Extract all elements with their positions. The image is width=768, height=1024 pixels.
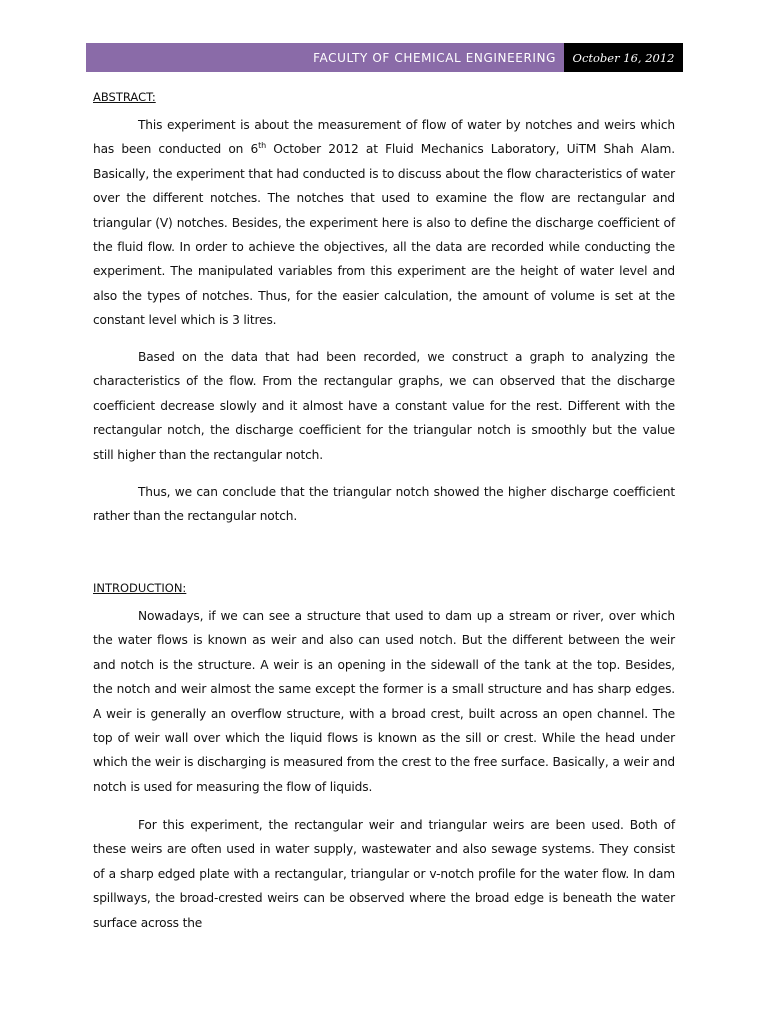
introduction-paragraph-1: Nowadays, if we can see a structure that used to dam up a stream or river, over which the water flows is known as weir and also can used notch. But the different between the weir and notch is the structure. A weir is an opening in the sidewall of the tank at the top. Besides, the notch and weir almost the same except the former is a small structure and has sharp edges. A weir is generally an overflow structure, with a broad crest, built across an open channel. The top of weir wall over which the liquid flows is known as the sill or crest. While the head under which the weir is discharging is measured from the crest to the free surface. Basically, a weir and notch is used for measuring the flow of liquids. <box>93 609 675 794</box>
abstract-paragraph-1 <box>93 113 675 333</box>
introduction-paragraph-2: For this experiment, the rectangular weir and triangular weirs are been used. Both of these weirs are often used in water supply, wastewater and also sewage systems. They consist of a sharp edged plate with a rectangular, triangular or v-notch profile for the water flow. In dam spillways, the broad-crested weirs can be observed where the broad edge is beneath the water surface across the <box>93 818 675 930</box>
abstract-heading: ABSTRACT: <box>93 90 156 104</box>
header-faculty-title: FACULTY OF CHEMICAL ENGINEERING <box>86 43 564 72</box>
page-header <box>86 43 683 72</box>
header-date: October 16, 2012 <box>564 43 683 72</box>
abstract-paragraph-2: Based on the data that had been recorded, we construct a graph to analyzing the characteristics of the flow. From the rectangular graphs, we can observed that the discharge coefficient decrease slowly and it almost have a constant value for the rest. Different with the rectangular notch, the discharge coefficient for the triangular notch is smoothly but the value still higher than the rectangular notch. <box>93 350 675 462</box>
abstract-p1-superscript: th <box>258 141 267 151</box>
abstract-p1-text-a: This experiment is about the measurement of flow of water by notches and weirs which has been conducted on 6 <box>93 118 675 157</box>
abstract-paragraph-3: Thus, we can conclude that the triangular notch showed the higher discharge coefficient rather than the rectangular notch. <box>93 485 675 524</box>
abstract-p1-text-b: October 2012 at Fluid Mechanics Laboratory, UiTM Shah Alam. Basically, the experiment that had conducted is to discuss about the flow characteristics of water over the different notches. The notches that used to examine the flow are rectangular and triangular (V) notches. Besides, the experiment here is also to define the discharge coefficient of the fluid flow. In order to achieve the objectives, all the data are recorded while conducting the experiment. The manipulated variables from this experiment are the height of water level and also the types of notches. Thus, for the easier calculation, the amount of volume is set at the constant level which is 3 litres. <box>93 142 675 328</box>
introduction-heading: INTRODUCTION: <box>93 581 187 595</box>
